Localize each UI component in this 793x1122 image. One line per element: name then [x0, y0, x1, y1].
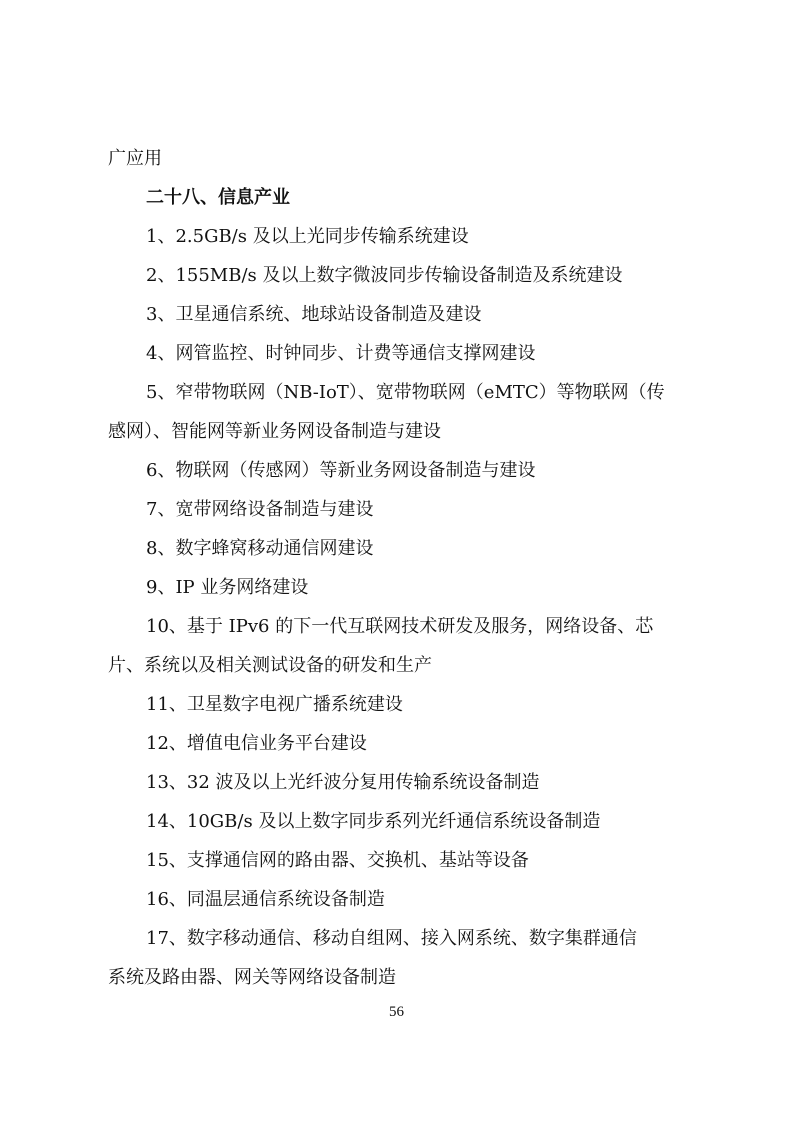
- list-item-9: 9、IP 业务网络建设: [146, 577, 309, 598]
- list-item-10-line-2: 片、系统以及相关测试设备的研发和生产: [108, 655, 432, 676]
- list-item-4: 4、网管监控、时钟同步、计费等通信支撑网建设: [146, 343, 536, 364]
- list-item-17-line-2: 系统及路由器、网关等网络设备制造: [108, 967, 396, 988]
- document-body: [108, 139, 688, 997]
- list-item-5-line-1: 5、窄带物联网（NB-IoT）、宽带物联网（eMTC）等物联网（传: [146, 382, 665, 403]
- list-item-10-line-1: 10、基于 IPv6 的下一代互联网技术研发及服务，网络设备、芯: [146, 616, 654, 637]
- page-number: 56: [389, 1004, 404, 1020]
- continuation-line: 广应用: [108, 148, 162, 169]
- section-heading: 二十八、信息产业: [146, 187, 290, 208]
- list-item-16: 16、同温层通信系统设备制造: [146, 889, 385, 910]
- list-item-7: 7、宽带网络设备制造与建设: [146, 499, 374, 520]
- list-item-2: 2、155MB/s 及以上数字微波同步传输设备制造及系统建设: [146, 265, 623, 286]
- list-item-3: 3、卫星通信系统、地球站设备制造及建设: [146, 304, 482, 325]
- list-item-6: 6、物联网（传感网）等新业务网设备制造与建设: [146, 460, 536, 481]
- list-item-13: 13、32 波及以上光纤波分复用传输系统设备制造: [146, 772, 540, 793]
- list-item-17-line-1: 17、数字移动通信、移动自组网、接入网系统、数字集群通信: [146, 928, 637, 949]
- list-item-5-line-2: 感网）、智能网等新业务网设备制造与建设: [108, 421, 441, 442]
- list-item-15: 15、支撑通信网的路由器、交换机、基站等设备: [146, 850, 529, 871]
- list-item-11: 11、卫星数字电视广播系统建设: [146, 694, 403, 715]
- list-item-12: 12、增值电信业务平台建设: [146, 733, 367, 754]
- list-item-14: 14、10GB/s 及以上数字同步系列光纤通信系统设备制造: [146, 811, 601, 832]
- list-item-8: 8、数字蜂窝移动通信网建设: [146, 538, 374, 559]
- list-item-1: 1、2.5GB/s 及以上光同步传输系统建设: [146, 226, 469, 247]
